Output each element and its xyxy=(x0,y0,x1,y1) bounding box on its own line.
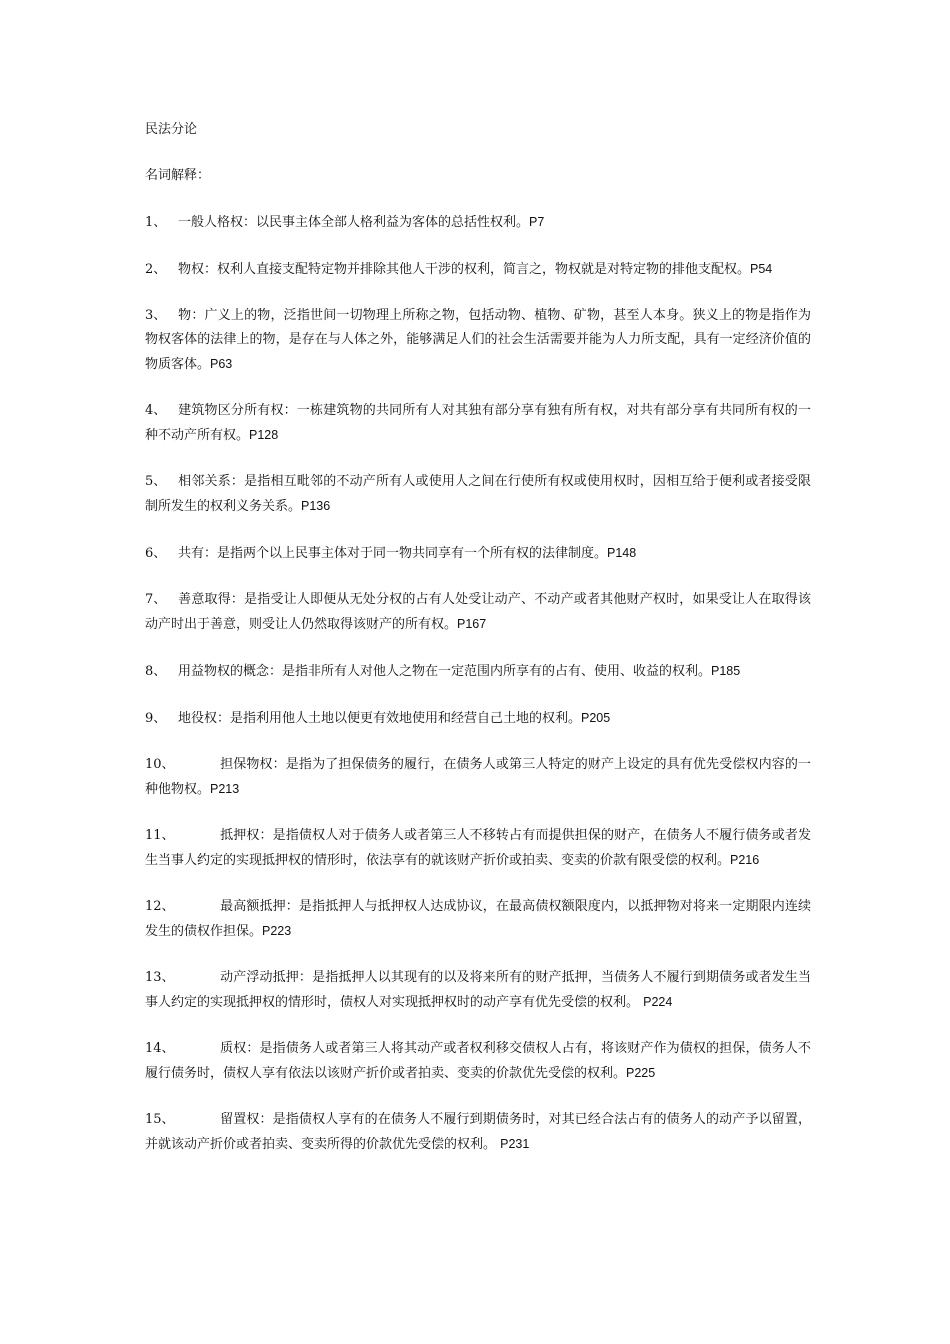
page-reference: P225 xyxy=(626,1066,656,1080)
definition-item xyxy=(145,304,811,377)
definition-item xyxy=(145,399,811,448)
item-number: 10、 xyxy=(145,757,175,772)
item-number: 13、 xyxy=(145,970,175,985)
item-text: 善意取得：是指受让人即便从无处分权的占有人处受让动产、不动产或者其他财产权时，如果受让人在取得该动产时出于善意，则受让人仍然取得该财产的所有权。 xyxy=(145,592,811,632)
item-number: 12、 xyxy=(145,899,175,914)
item-text: 地役权：是指利用他人土地以便更有效地使用和经营自己土地的权利。 xyxy=(178,711,582,726)
item-number: 5、 xyxy=(145,474,167,489)
item-text: 抵押权：是指债权人对于债务人或者第三人不移转占有而提供担保的财产，在债务人不履行债务或者发生当事人约定的实现抵押权的情形时，依法享有的就该财产折价或拍卖、变卖的价款有限受偿的权利。 xyxy=(145,828,811,868)
definition-item xyxy=(145,895,811,944)
item-number: 8、 xyxy=(145,664,167,679)
page-reference: P224 xyxy=(643,995,673,1009)
definition-item xyxy=(145,588,811,637)
definition-item xyxy=(145,210,811,235)
definition-item xyxy=(145,1108,811,1157)
item-number: 11、 xyxy=(145,828,175,843)
item-text: 一般人格权：以民事主体全部人格利益为客体的总括性权利。 xyxy=(178,215,530,230)
definition-item xyxy=(145,541,811,566)
item-text: 动产浮动抵押：是指抵押人以其现有的以及将来所有的财产抵押，当债务人不履行到期债务或者发生当事人约定的实现抵押权的情形时，债权人对实现抵押权时的动产享有优先受偿的权利。 xyxy=(145,970,811,1010)
item-text: 留置权：是指债权人享有的在债务人不履行到期债务时，对其已经合法占有的债务人的动产予以留置，并就该动产折价或者拍卖、变卖所得的价款优先受偿的权利。 xyxy=(145,1112,811,1152)
item-text: 建筑物区分所有权：一栋建筑物的共同所有人对其独有部分享有独有所有权，对共有部分享有共同所有权的一种不动产所有权。 xyxy=(145,403,811,443)
item-number: 1、 xyxy=(145,215,167,230)
item-number: 15、 xyxy=(145,1112,175,1127)
item-text: 最高额抵押：是指抵押人与抵押权人达成协议，在最高债权额限度内，以抵押物对将来一定期限内连续发生的债权作担保。 xyxy=(145,899,811,939)
item-text: 物：广义上的物，泛指世间一切物理上所称之物，包括动物、植物、矿物，甚至人本身。狭义上的物是指作为物权客体的法律上的物，是存在与人体之外，能够满足人们的社会生活需要并能为人力所支配，具有一定经济价值的物质客体。 xyxy=(145,308,811,372)
page-reference: P231 xyxy=(500,1137,530,1151)
page-reference: P54 xyxy=(750,262,773,276)
definition-item xyxy=(145,257,811,282)
page-reference: P223 xyxy=(262,924,292,938)
item-number: 2、 xyxy=(145,262,167,277)
page-reference: P136 xyxy=(301,499,331,513)
page-reference: P213 xyxy=(210,782,240,796)
document-title: 民法分论 xyxy=(145,122,198,137)
item-number: 9、 xyxy=(145,711,167,726)
page-reference: P205 xyxy=(581,711,611,725)
item-text: 质权：是指债务人或者第三人将其动产或者权利移交债权人占有，将该财产作为债权的担保，债务人不履行债务时，债权人享有依法以该财产折价或者拍卖、变卖的价款优先受偿的权利。 xyxy=(145,1041,811,1081)
page-reference: P7 xyxy=(529,215,545,229)
item-text: 共有：是指两个以上民事主体对于同一物共同享有一个所有权的法律制度。 xyxy=(178,546,608,561)
item-text: 物权：权利人直接支配特定物并排除其他人干涉的权利，简言之，物权就是对特定物的排他支配权。 xyxy=(178,262,751,277)
section-heading: 名词解释： xyxy=(145,168,211,183)
page-reference: P128 xyxy=(249,428,279,442)
item-text: 相邻关系：是指相互毗邻的不动产所有人或使用人之间在行使所有权或使用权时，因相互给于便利或者接受限制所发生的权利义务关系。 xyxy=(145,474,811,514)
page-reference: P63 xyxy=(210,357,233,371)
page-reference: P216 xyxy=(730,853,760,867)
item-number: 6、 xyxy=(145,546,167,561)
definition-item xyxy=(145,753,811,802)
item-number: 4、 xyxy=(145,403,167,418)
item-number: 3、 xyxy=(145,308,167,323)
definition-list xyxy=(145,210,811,1157)
definition-item xyxy=(145,706,811,731)
definition-item xyxy=(145,659,811,684)
page-reference: P167 xyxy=(457,617,487,631)
definition-item xyxy=(145,824,811,873)
page-reference: P148 xyxy=(607,546,637,560)
item-text: 用益物权的概念：是指非所有人对他人之物在一定范围内所享有的占有、使用、收益的权利。 xyxy=(178,664,712,679)
definition-item xyxy=(145,1037,811,1086)
definition-item xyxy=(145,966,811,1015)
page-reference: P185 xyxy=(711,664,741,678)
item-text: 担保物权：是指为了担保债务的履行，在债务人或第三人特定的财产上设定的具有优先受偿权内容的一种他物权。 xyxy=(145,757,811,797)
definition-item xyxy=(145,470,811,519)
item-number: 7、 xyxy=(145,592,167,607)
document-body xyxy=(145,118,811,1179)
item-number: 14、 xyxy=(145,1041,175,1056)
